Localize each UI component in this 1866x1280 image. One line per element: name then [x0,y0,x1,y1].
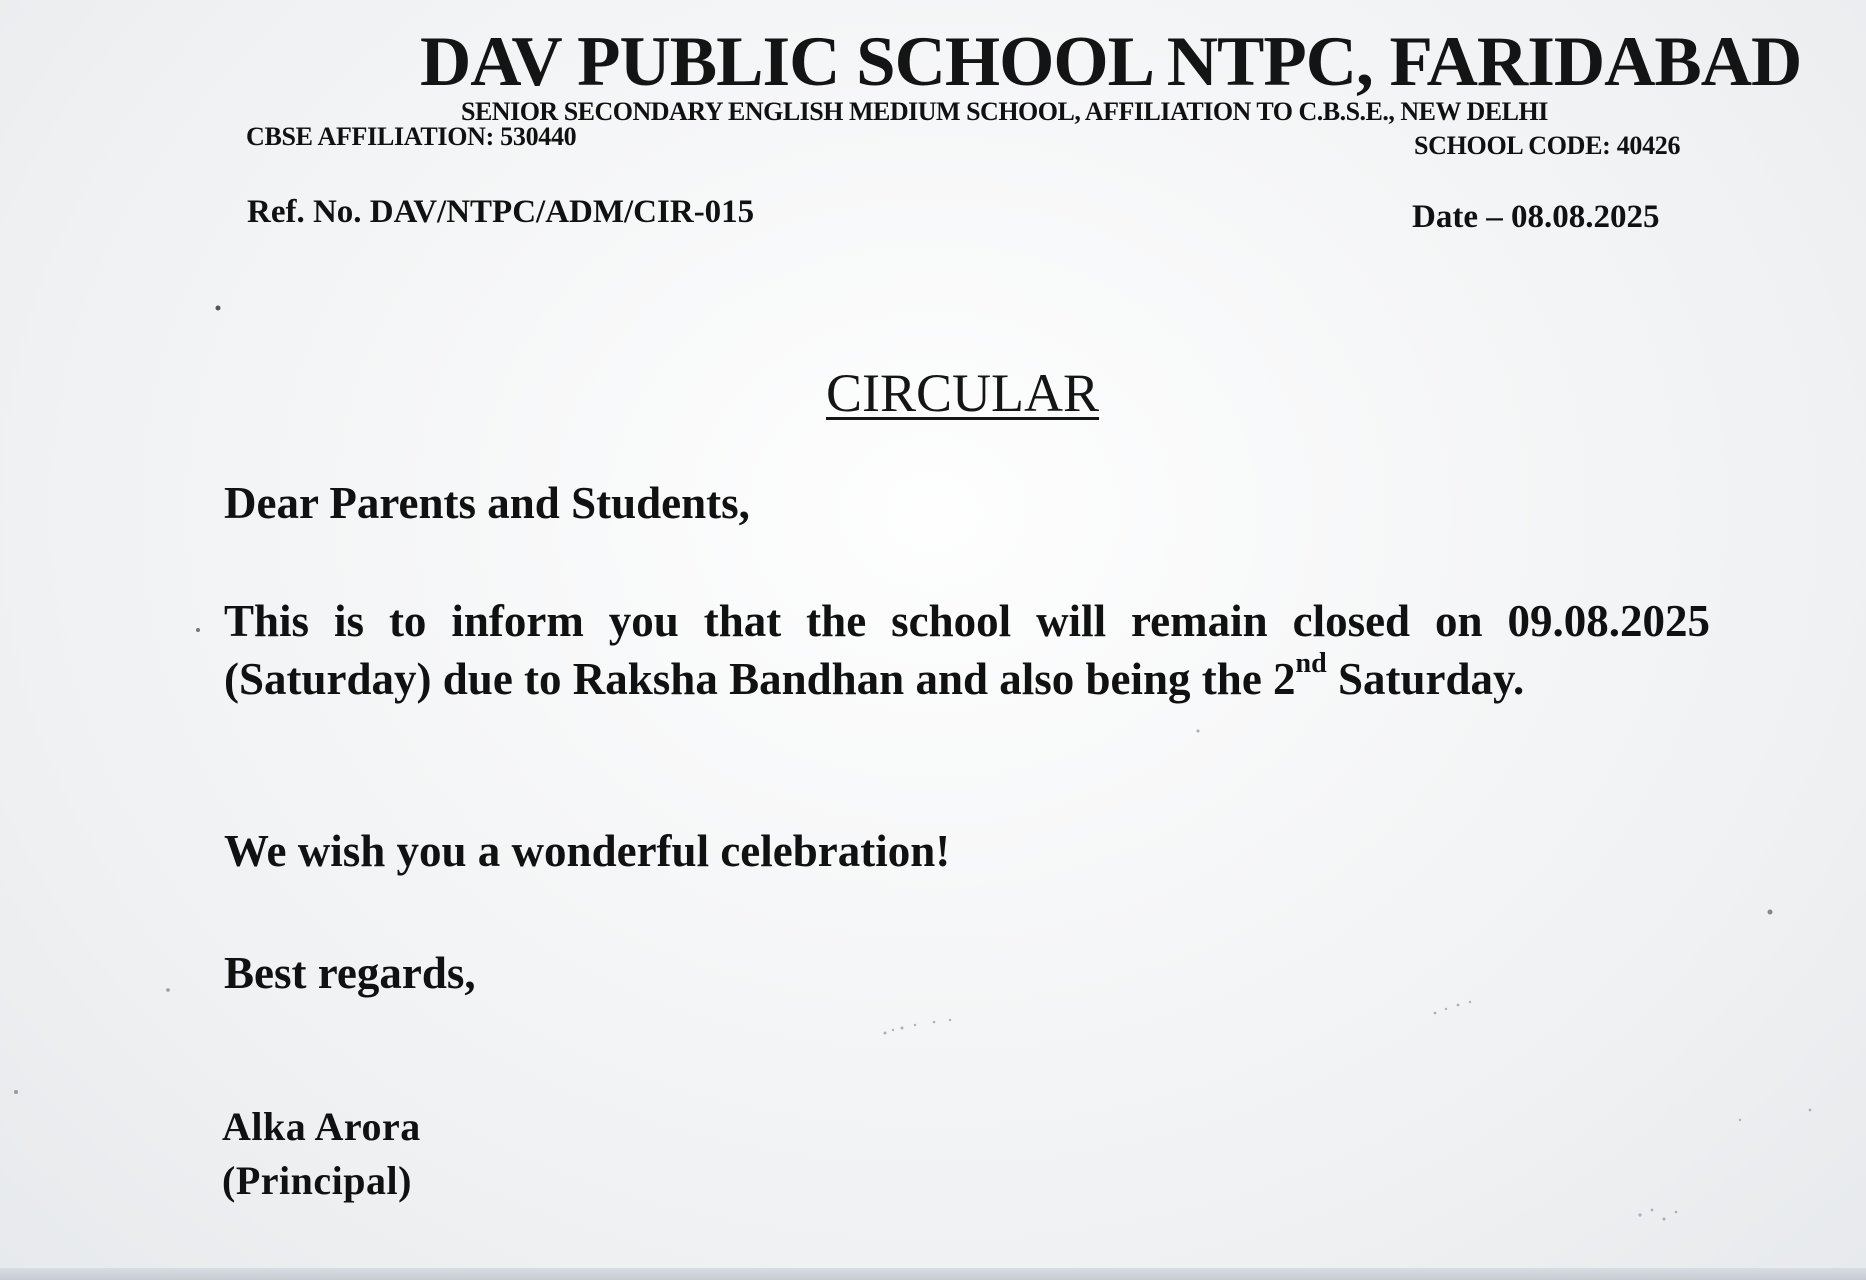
circular-body-text-end: Saturday. [1326,654,1525,704]
salutation: Dear Parents and Students, [224,478,750,528]
wish-line: We wish you a wonderful celebration! [224,826,951,876]
circular-body-text: This is to inform you that the school will remain closed on 09.08.2025 (Saturday) due to Raksha Bandhan and also being the 2 [224,596,1710,704]
ordinal-suffix: nd [1295,648,1327,679]
closing-line: Best regards, [224,948,476,998]
school-name: DAV PUBLIC SCHOOL NTPC, FARIDABAD [420,23,1802,101]
school-subtitle: SENIOR SECONDARY ENGLISH MEDIUM SCHOOL, AFFILIATION TO C.B.S.E., NEW DELHI [461,97,1548,126]
scan-bottom-edge [0,1268,1866,1280]
circular-body [224,592,1710,708]
signatory-name: Alka Arora [222,1104,421,1149]
signatory-title: (Principal) [222,1158,412,1203]
school-code: SCHOOL CODE: 40426 [1414,131,1681,160]
reference-number: Ref. No. DAV/NTPC/ADM/CIR-015 [247,194,755,230]
cbse-affiliation: CBSE AFFILIATION: 530440 [246,122,577,151]
circular-title: CIRCULAR [826,363,1100,423]
circular-date: Date – 08.08.2025 [1412,199,1660,235]
